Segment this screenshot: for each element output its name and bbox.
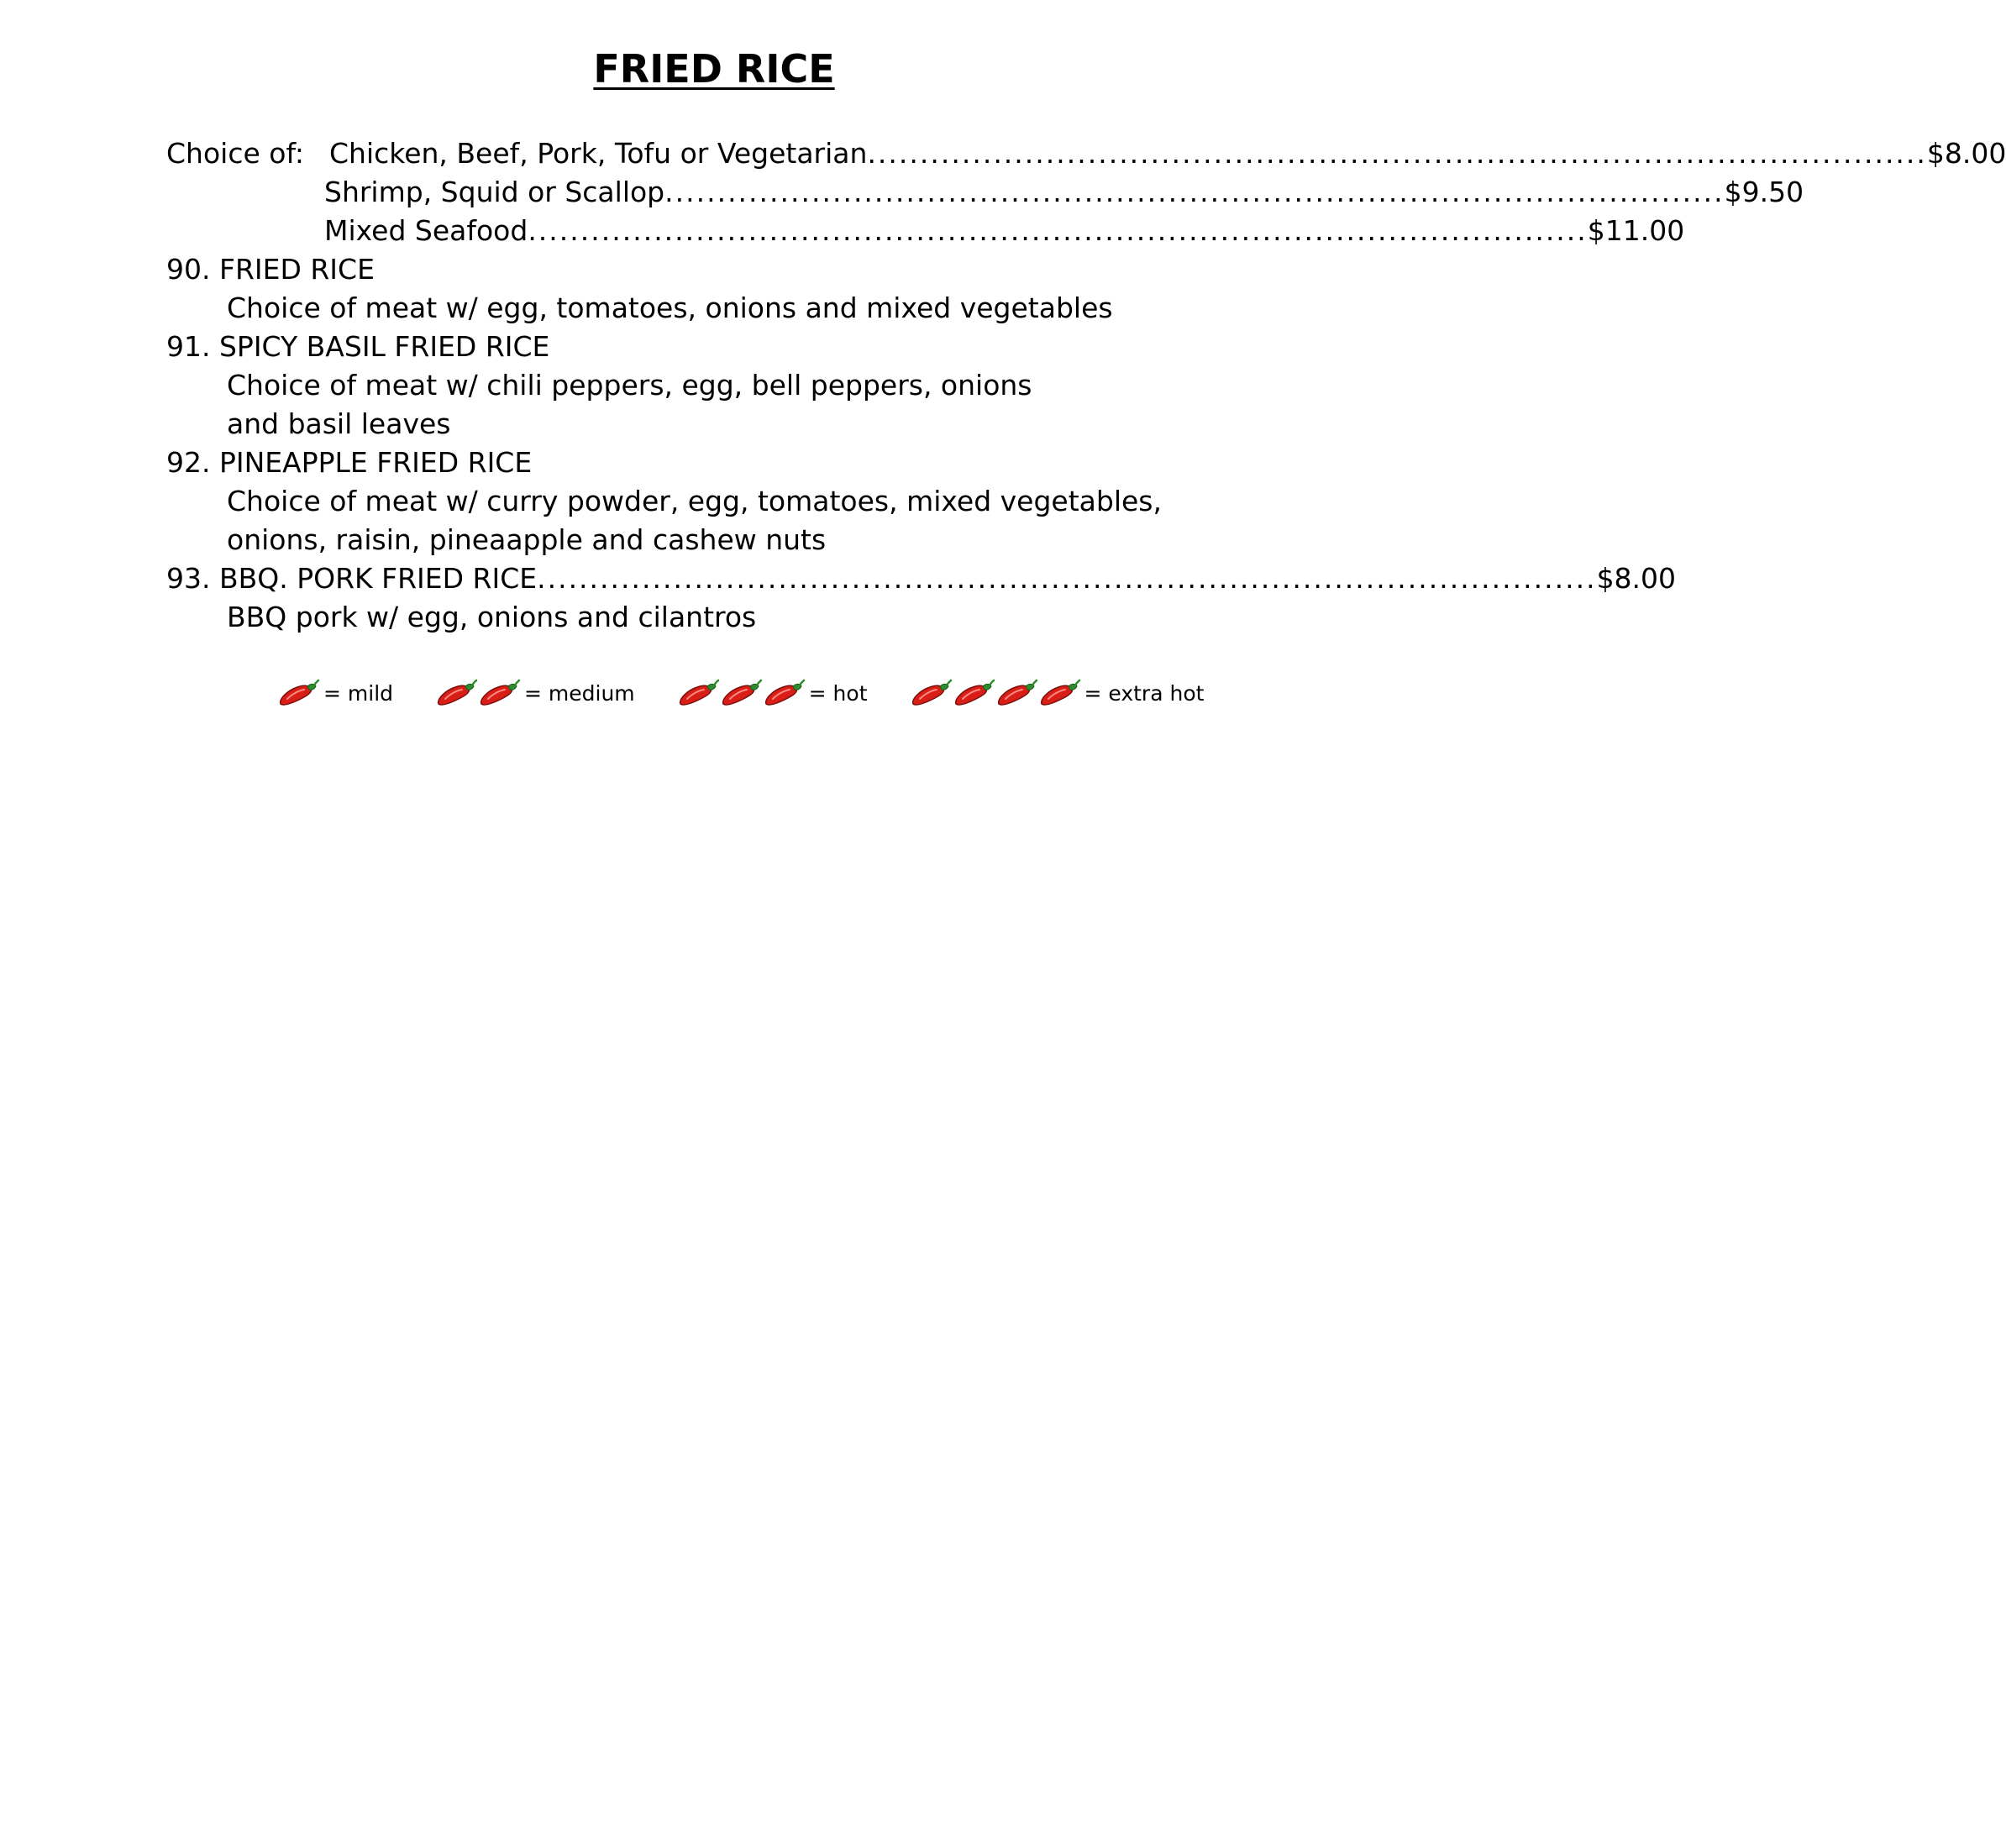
dot-leader: ..................................................................................................... [867,137,1927,170]
spice-legend [277,672,1204,714]
menu-item-name: 91. SPICY BASIL FRIED RICE [166,330,550,363]
legend-label: = medium [524,680,635,706]
legend-label: = hot [808,680,868,706]
chili-pepper-icon [435,679,477,707]
choice-option-label: Chicken, Beef, Pork, Tofu or Vegetarian [329,137,868,170]
menu-item-description: Choice of meat w/ egg, tomatoes, onions and mixed vegetables [227,291,1113,324]
choice-option-price: $9.50 [1724,176,1804,208]
chili-pepper-icon [995,679,1037,707]
menu-item-description: and basil leaves [227,407,451,440]
legend-label: = mild [323,680,394,706]
dot-leader: ..................................................................................................... [664,176,1725,208]
chili-pepper-icon [720,679,762,707]
menu-item-description: BBQ pork w/ egg, onions and cilantros [227,601,757,633]
choice-option-label: Mixed Seafood [324,214,528,247]
chili-pepper-icon [953,679,995,707]
choice-option-1 [329,134,2006,173]
pepper-group [910,679,1081,707]
page-title [0,44,1428,94]
menu-item-name: 90. FRIED RICE [166,253,375,286]
chili-pepper-icon [277,679,319,707]
choice-option-price: $11.00 [1587,214,1685,247]
menu-item-description: Choice of meat w/ chili peppers, egg, bell peppers, onions [227,369,1032,402]
choice-option-2 [324,173,1804,212]
menu-item-description: Choice of meat w/ curry powder, egg, tomatoes, mixed vegetables, [227,485,1162,517]
pepper-group [677,679,806,707]
page-title-text: FRIED RICE [593,46,835,92]
chili-pepper-icon [677,679,719,707]
legend-label: = extra hot [1084,680,1205,706]
dot-leader: ..................................................................................................... [537,562,1597,595]
choice-option-price: $8.00 [1926,137,2006,170]
chili-pepper-icon [478,679,520,707]
legend-item-mild [277,679,393,707]
menu-item-description: onions, raisin, pineaapple and cashew nuts [227,523,827,556]
menu-item-price: $8.00 [1596,562,1677,595]
choice-option-label: Shrimp, Squid or Scallop [324,176,665,208]
menu-item-name: 93. BBQ. PORK FRIED RICE [166,562,538,595]
dot-leader: ..................................................................................................... [528,214,1588,247]
legend-item-hot [677,679,868,707]
legend-item-medium [435,679,635,707]
pepper-group [277,679,320,707]
pepper-group [435,679,521,707]
menu-item-93 [166,559,1677,598]
chili-pepper-icon [1038,679,1080,707]
menu-item-name: 92. PINEAPPLE FRIED RICE [166,446,533,479]
chili-pepper-icon [910,679,952,707]
choice-option-3 [324,212,1685,250]
legend-item-extra-hot [910,679,1205,707]
choice-prefix: Choice of: [166,137,305,170]
chili-pepper-icon [763,679,805,707]
